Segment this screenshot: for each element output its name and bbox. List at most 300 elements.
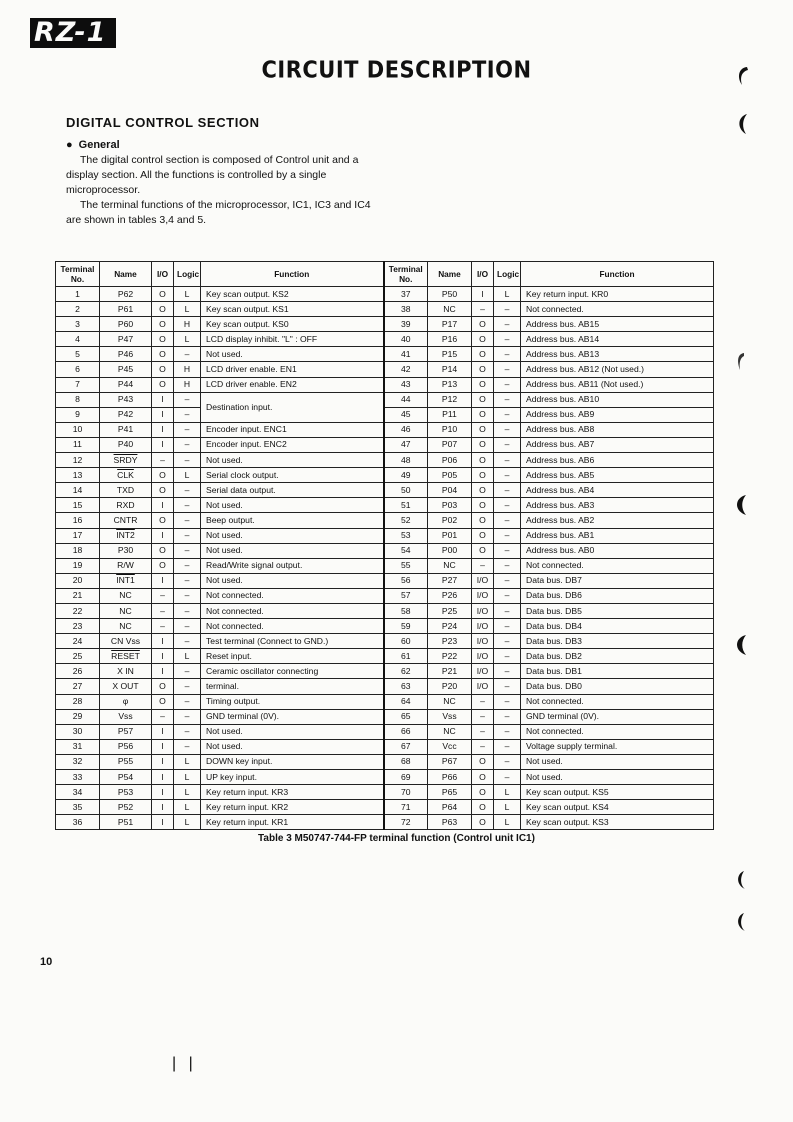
terminal-logic: – xyxy=(494,770,521,785)
terminal-name: P41 xyxy=(100,422,152,437)
terminal-logic: – xyxy=(174,709,201,724)
terminal-name: P40 xyxy=(100,437,152,452)
terminal-function: Beep output. xyxy=(201,513,384,528)
terminal-logic: – xyxy=(174,588,201,603)
terminal-logic: L xyxy=(494,815,521,830)
terminal-function: Address bus. AB8 xyxy=(521,422,714,437)
terminal-no: 55 xyxy=(384,558,428,573)
terminal-io: I/O xyxy=(472,649,494,664)
section-heading: DIGITAL CONTROL SECTION xyxy=(66,115,260,130)
terminal-function: Serial data output. xyxy=(201,483,384,498)
table-row xyxy=(56,302,714,317)
terminal-logic: L xyxy=(494,800,521,815)
terminal-io: O xyxy=(472,317,494,332)
terminal-name: P24 xyxy=(428,619,472,634)
terminal-name: P47 xyxy=(100,332,152,347)
terminal-name: P64 xyxy=(428,800,472,815)
terminal-function: Address bus. AB0 xyxy=(521,543,714,558)
terminal-io: I xyxy=(152,785,174,800)
terminal-name: P54 xyxy=(100,770,152,785)
terminal-function: Not used. xyxy=(201,453,384,468)
table-row xyxy=(56,603,714,618)
binder-mark-icon xyxy=(734,64,752,88)
terminal-io: I xyxy=(152,800,174,815)
table-row xyxy=(56,392,714,407)
table-row xyxy=(56,785,714,800)
terminal-function: DOWN key input. xyxy=(201,754,384,769)
terminal-name: Vss xyxy=(100,709,152,724)
table-row xyxy=(56,528,714,543)
terminal-io: O xyxy=(152,317,174,332)
terminal-no: 50 xyxy=(384,483,428,498)
table-row xyxy=(56,573,714,588)
binder-mark-icon xyxy=(732,493,750,517)
terminal-io: I xyxy=(472,287,494,302)
terminal-function: Reset input. xyxy=(201,649,384,664)
bullet-icon: ● xyxy=(66,139,73,151)
terminal-no: 70 xyxy=(384,785,428,800)
terminal-no: 8 xyxy=(56,392,100,407)
terminal-function: Key scan output. KS3 xyxy=(521,815,714,830)
table-row xyxy=(56,483,714,498)
terminal-function: Not connected. xyxy=(201,619,384,634)
table-row xyxy=(56,619,714,634)
terminal-logic: L xyxy=(174,800,201,815)
terminal-no: 42 xyxy=(384,362,428,377)
page-number: 10 xyxy=(40,956,53,968)
terminal-io: O xyxy=(472,770,494,785)
terminal-io: O xyxy=(472,800,494,815)
terminal-function: Address bus. AB2 xyxy=(521,513,714,528)
terminal-io: I xyxy=(152,664,174,679)
terminal-function: Voltage supply terminal. xyxy=(521,739,714,754)
terminal-name: P43 xyxy=(100,392,152,407)
terminal-no: 36 xyxy=(56,815,100,830)
table-row xyxy=(56,815,714,830)
terminal-io: O xyxy=(472,453,494,468)
terminal-no: 59 xyxy=(384,619,428,634)
terminal-logic: – xyxy=(494,709,521,724)
terminal-io: O xyxy=(472,468,494,483)
terminal-no: 11 xyxy=(56,437,100,452)
table-row xyxy=(56,664,714,679)
terminal-function: GND terminal (0V). xyxy=(521,709,714,724)
table-row xyxy=(56,588,714,603)
terminal-name: P06 xyxy=(428,453,472,468)
terminal-function: Not connected. xyxy=(521,724,714,739)
terminal-io: I/O xyxy=(472,603,494,618)
terminal-name: P61 xyxy=(100,302,152,317)
terminal-no: 54 xyxy=(384,543,428,558)
terminal-no: 62 xyxy=(384,664,428,679)
table-header-row xyxy=(56,262,714,287)
terminal-io: O xyxy=(472,543,494,558)
terminal-logic: – xyxy=(174,679,201,694)
terminal-no: 35 xyxy=(56,800,100,815)
terminal-no: 66 xyxy=(384,724,428,739)
terminal-io: O xyxy=(152,558,174,573)
table-row xyxy=(56,558,714,573)
terminal-io: – xyxy=(472,694,494,709)
terminal-no: 65 xyxy=(384,709,428,724)
terminal-io: I xyxy=(152,407,174,422)
terminal-logic: – xyxy=(494,407,521,422)
terminal-logic: – xyxy=(174,739,201,754)
terminal-name: R/W xyxy=(100,558,152,573)
terminal-name: NC xyxy=(428,694,472,709)
terminal-no: 53 xyxy=(384,528,428,543)
terminal-function: Ceramic oscillator connecting xyxy=(201,664,384,679)
terminal-no: 67 xyxy=(384,739,428,754)
terminal-function: UP key input. xyxy=(201,770,384,785)
subheading-text: General xyxy=(78,139,120,151)
table-row xyxy=(56,543,714,558)
terminal-function: Data bus. DB2 xyxy=(521,649,714,664)
terminal-function: Not connected. xyxy=(201,603,384,618)
terminal-io: O xyxy=(472,347,494,362)
terminal-name: $\overline{CLK}$ xyxy=(100,468,152,483)
terminal-io: – xyxy=(152,588,174,603)
terminal-logic: – xyxy=(494,619,521,634)
terminal-logic: – xyxy=(494,437,521,452)
terminal-function: GND terminal (0V). xyxy=(201,709,384,724)
terminal-no: 12 xyxy=(56,453,100,468)
terminal-name: P15 xyxy=(428,347,472,362)
terminal-no: 25 xyxy=(56,649,100,664)
terminal-no: 31 xyxy=(56,739,100,754)
table-row xyxy=(56,347,714,362)
terminal-logic: – xyxy=(174,634,201,649)
terminal-logic: – xyxy=(494,362,521,377)
terminal-no: 52 xyxy=(384,513,428,528)
terminal-io: I/O xyxy=(472,573,494,588)
col-header-logic: Logic xyxy=(494,262,521,287)
terminal-logic: L xyxy=(174,785,201,800)
terminal-no: 40 xyxy=(384,332,428,347)
terminal-function: Address bus. AB10 xyxy=(521,392,714,407)
terminal-io: O xyxy=(472,528,494,543)
terminal-no: 29 xyxy=(56,709,100,724)
table-row xyxy=(56,634,714,649)
terminal-name: P44 xyxy=(100,377,152,392)
terminal-io: O xyxy=(472,392,494,407)
terminal-logic: L xyxy=(494,287,521,302)
binder-mark-icon xyxy=(732,350,750,374)
terminal-io: O xyxy=(152,679,174,694)
terminal-name: NC xyxy=(100,603,152,618)
table-row xyxy=(56,407,714,422)
table-row xyxy=(56,377,714,392)
terminal-logic: – xyxy=(494,317,521,332)
binder-mark-icon xyxy=(734,112,752,136)
terminal-io: I xyxy=(152,770,174,785)
terminal-io: I/O xyxy=(472,588,494,603)
terminal-io: O xyxy=(472,332,494,347)
terminal-function: Address bus. AB12 (Not used.) xyxy=(521,362,714,377)
terminal-io: O xyxy=(472,513,494,528)
terminal-io: I xyxy=(152,634,174,649)
terminal-function: Address bus. AB14 xyxy=(521,332,714,347)
intro-paragraph-2: The terminal functions of the microprocessor, IC1, IC3 and IC4 are shown in tables 3,4 and 5. xyxy=(66,199,371,226)
terminal-no: 27 xyxy=(56,679,100,694)
terminal-io: O xyxy=(472,785,494,800)
terminal-io: O xyxy=(472,437,494,452)
terminal-name: TXD xyxy=(100,483,152,498)
terminal-io: I xyxy=(152,815,174,830)
subheading xyxy=(66,139,120,151)
terminal-no: 58 xyxy=(384,603,428,618)
terminal-logic: – xyxy=(174,422,201,437)
col-header-terminal: Terminal No. xyxy=(384,262,428,287)
terminal-function: Key return input. KR3 xyxy=(201,785,384,800)
terminal-name: P14 xyxy=(428,362,472,377)
terminal-io: – xyxy=(472,724,494,739)
terminal-logic: – xyxy=(494,347,521,362)
terminal-function: Address bus. AB6 xyxy=(521,453,714,468)
terminal-no: 4 xyxy=(56,332,100,347)
terminal-io: I xyxy=(152,739,174,754)
table-row xyxy=(56,694,714,709)
terminal-function: Address bus. AB4 xyxy=(521,483,714,498)
terminal-logic: – xyxy=(174,664,201,679)
table-row xyxy=(56,362,714,377)
terminal-logic: L xyxy=(174,468,201,483)
terminal-name: P23 xyxy=(428,634,472,649)
terminal-logic: L xyxy=(174,770,201,785)
terminal-name: P65 xyxy=(428,785,472,800)
terminal-no: 7 xyxy=(56,377,100,392)
terminal-function: Not used. xyxy=(201,573,384,588)
terminal-logic: H xyxy=(174,377,201,392)
table-row xyxy=(56,739,714,754)
terminal-io: I xyxy=(152,724,174,739)
terminal-no: 56 xyxy=(384,573,428,588)
terminal-name: P21 xyxy=(428,664,472,679)
terminal-function: Key return input. KR2 xyxy=(201,800,384,815)
terminal-name: P45 xyxy=(100,362,152,377)
terminal-name: P51 xyxy=(100,815,152,830)
terminal-io: O xyxy=(152,694,174,709)
terminal-name: P04 xyxy=(428,483,472,498)
terminal-no: 3 xyxy=(56,317,100,332)
terminal-io: I xyxy=(152,573,174,588)
terminal-no: 24 xyxy=(56,634,100,649)
terminal-no: 72 xyxy=(384,815,428,830)
terminal-function: Key return input. KR0 xyxy=(521,287,714,302)
terminal-no: 51 xyxy=(384,498,428,513)
terminal-io: – xyxy=(152,453,174,468)
terminal-io: O xyxy=(472,815,494,830)
terminal-name: P13 xyxy=(428,377,472,392)
terminal-logic: – xyxy=(174,483,201,498)
terminal-name: P00 xyxy=(428,543,472,558)
terminal-logic: – xyxy=(174,694,201,709)
binder-mark-icon xyxy=(732,910,750,934)
terminal-no: 68 xyxy=(384,754,428,769)
table-row xyxy=(56,754,714,769)
terminal-no: 2 xyxy=(56,302,100,317)
terminal-io: O xyxy=(472,422,494,437)
terminal-logic: – xyxy=(174,724,201,739)
terminal-function: Not used. xyxy=(201,528,384,543)
col-header-terminal: Terminal No. xyxy=(56,262,100,287)
terminal-name: SRDY xyxy=(100,453,152,468)
terminal-logic: – xyxy=(494,754,521,769)
terminal-io: O xyxy=(472,483,494,498)
terminal-no: 38 xyxy=(384,302,428,317)
terminal-logic: – xyxy=(174,392,201,407)
terminal-logic: – xyxy=(494,724,521,739)
terminal-function: Address bus. AB7 xyxy=(521,437,714,452)
terminal-function: Read/Write signal output. xyxy=(201,558,384,573)
terminal-io: O xyxy=(152,483,174,498)
terminal-logic: – xyxy=(494,634,521,649)
terminal-function: Data bus. DB5 xyxy=(521,603,714,618)
terminal-io: O xyxy=(152,347,174,362)
terminal-function: Not used. xyxy=(521,754,714,769)
terminal-name: P12 xyxy=(428,392,472,407)
terminal-io: – xyxy=(152,603,174,618)
table-row xyxy=(56,453,714,468)
terminal-function: Timing output. xyxy=(201,694,384,709)
terminal-io: – xyxy=(472,302,494,317)
terminal-io: O xyxy=(152,513,174,528)
binder-mark-icon xyxy=(732,868,750,892)
terminal-name: RESET xyxy=(100,649,152,664)
terminal-io: I xyxy=(152,422,174,437)
table-row xyxy=(56,649,714,664)
terminal-function: Address bus. AB11 (Not used.) xyxy=(521,377,714,392)
table-row xyxy=(56,287,714,302)
terminal-name: NC xyxy=(428,558,472,573)
terminal-no: 64 xyxy=(384,694,428,709)
terminal-logic: L xyxy=(174,815,201,830)
terminal-no: 37 xyxy=(384,287,428,302)
terminal-name: P53 xyxy=(100,785,152,800)
terminal-name: P16 xyxy=(428,332,472,347)
terminal-logic: – xyxy=(494,694,521,709)
terminal-name: P17 xyxy=(428,317,472,332)
table-row xyxy=(56,468,714,483)
table-row xyxy=(56,317,714,332)
terminal-function: Address bus. AB15 xyxy=(521,317,714,332)
terminal-function: Address bus. AB9 xyxy=(521,407,714,422)
table-row xyxy=(56,679,714,694)
terminal-logic: – xyxy=(494,392,521,407)
terminal-function: Test terminal (Connect to GND.) xyxy=(201,634,384,649)
terminal-no: 60 xyxy=(384,634,428,649)
terminal-name: Vcc xyxy=(428,739,472,754)
terminal-no: 19 xyxy=(56,558,100,573)
terminal-io: O xyxy=(152,287,174,302)
terminal-logic: – xyxy=(174,407,201,422)
terminal-logic: – xyxy=(494,739,521,754)
terminal-function: Data bus. DB0 xyxy=(521,679,714,694)
terminal-no: 22 xyxy=(56,603,100,618)
terminal-name: X OUT xyxy=(100,679,152,694)
terminal-function: Serial clock output. xyxy=(201,468,384,483)
terminal-name: NC xyxy=(428,724,472,739)
terminal-no: 47 xyxy=(384,437,428,452)
terminal-no: 63 xyxy=(384,679,428,694)
terminal-no: 34 xyxy=(56,785,100,800)
table-row xyxy=(56,513,714,528)
terminal-function: Key scan output. KS2 xyxy=(201,287,384,302)
terminal-function: Key scan output. KS1 xyxy=(201,302,384,317)
terminal-logic: – xyxy=(494,498,521,513)
col-header-function: Function xyxy=(521,262,714,287)
terminal-io: I xyxy=(152,754,174,769)
terminal-io: O xyxy=(472,407,494,422)
terminal-logic: – xyxy=(494,603,521,618)
terminal-logic: – xyxy=(494,468,521,483)
terminal-no: 13 xyxy=(56,468,100,483)
terminal-name: P02 xyxy=(428,513,472,528)
terminal-logic: – xyxy=(494,422,521,437)
terminal-logic: – xyxy=(494,588,521,603)
terminal-io: O xyxy=(472,754,494,769)
terminal-io: O xyxy=(472,362,494,377)
terminal-logic: – xyxy=(494,332,521,347)
table-caption: Table 3 M50747-744-FP terminal function (Control unit IC1) xyxy=(258,833,535,844)
terminal-io: O xyxy=(152,377,174,392)
terminal-no: 39 xyxy=(384,317,428,332)
terminal-name: P55 xyxy=(100,754,152,769)
table-row xyxy=(56,332,714,347)
terminal-name: CNTR xyxy=(100,513,152,528)
terminal-logic: – xyxy=(494,377,521,392)
terminal-io: O xyxy=(152,468,174,483)
terminal-name: P20 xyxy=(428,679,472,694)
terminal-io: – xyxy=(472,739,494,754)
terminal-function: Key scan output. KS5 xyxy=(521,785,714,800)
terminal-name: P27 xyxy=(428,573,472,588)
terminal-io: I xyxy=(152,528,174,543)
terminal-name: CN Vss xyxy=(100,634,152,649)
terminal-name: P57 xyxy=(100,724,152,739)
table-row xyxy=(56,770,714,785)
table-row xyxy=(56,709,714,724)
col-header-io: I/O xyxy=(472,262,494,287)
terminal-logic: – xyxy=(174,453,201,468)
terminal-function: Not used. xyxy=(201,498,384,513)
table-row xyxy=(56,437,714,452)
terminal-logic: – xyxy=(494,543,521,558)
terminal-logic: L xyxy=(174,649,201,664)
terminal-no: 16 xyxy=(56,513,100,528)
terminal-function: Address bus. AB1 xyxy=(521,528,714,543)
terminal-name: P56 xyxy=(100,739,152,754)
terminal-function-table xyxy=(55,261,714,830)
terminal-no: 6 xyxy=(56,362,100,377)
terminal-function: Key scan output. KS0 xyxy=(201,317,384,332)
terminal-function: Data bus. DB1 xyxy=(521,664,714,679)
terminal-logic: – xyxy=(174,603,201,618)
terminal-logic: – xyxy=(494,302,521,317)
intro-paragraph-1: The digital control section is composed of Control unit and a display section. All the functions is controlled by a single microprocessor. xyxy=(66,154,359,196)
terminal-logic: – xyxy=(174,498,201,513)
terminal-no: 18 xyxy=(56,543,100,558)
col-header-logic: Logic xyxy=(174,262,201,287)
terminal-logic: L xyxy=(174,287,201,302)
terminal-no: 33 xyxy=(56,770,100,785)
terminal-name: INT1 xyxy=(100,573,152,588)
terminal-name: P42 xyxy=(100,407,152,422)
terminal-io: O xyxy=(152,332,174,347)
terminal-logic: – xyxy=(494,513,521,528)
col-header-name: Name xyxy=(428,262,472,287)
terminal-io: I/O xyxy=(472,619,494,634)
